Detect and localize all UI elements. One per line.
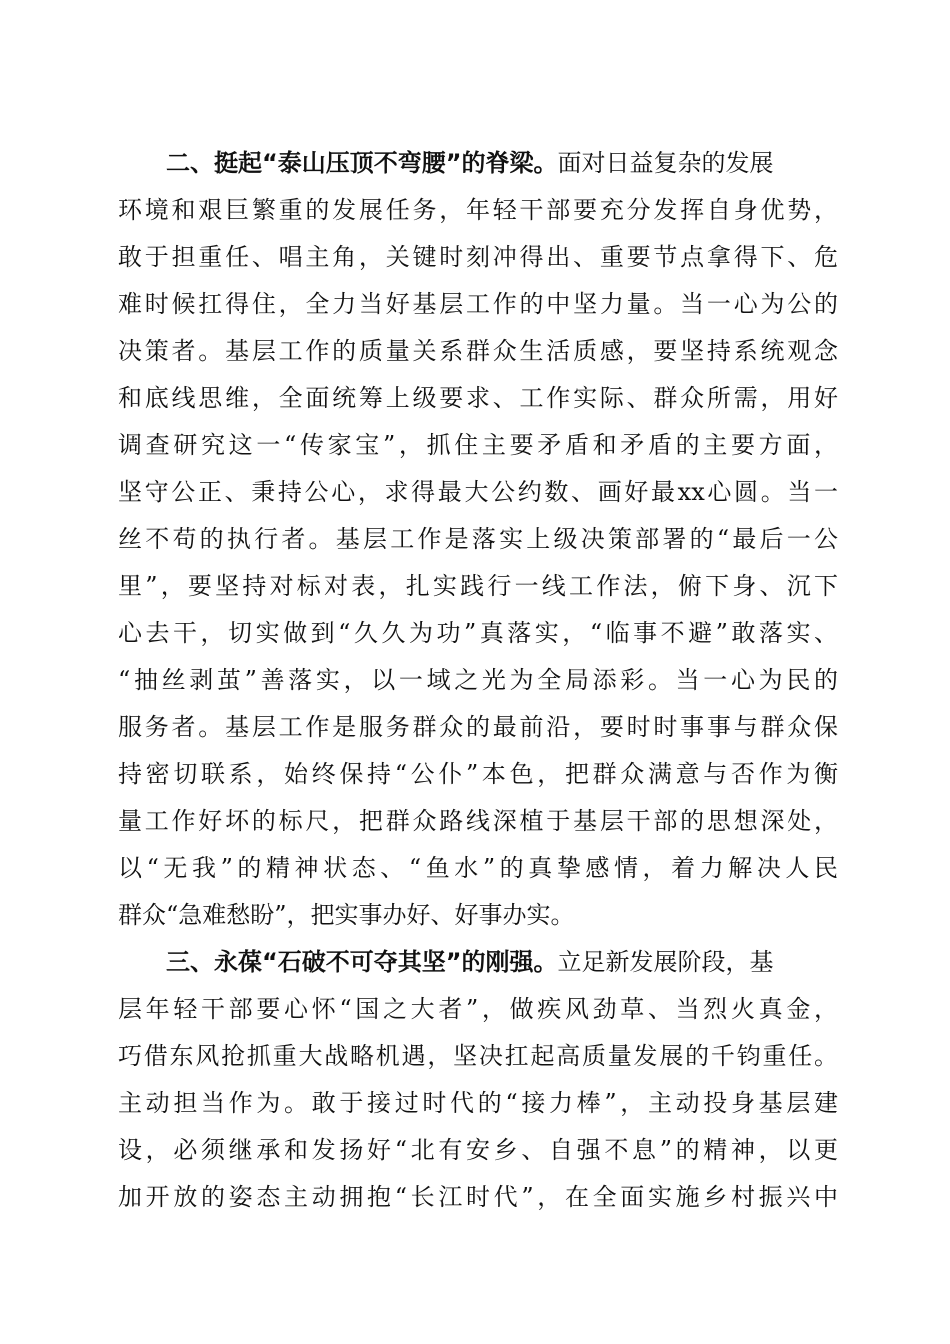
paragraph-line: 主动担当作为。敢于接过时代的“接力棒”，主动投身基层建 <box>118 1089 838 1117</box>
paragraph-text: 立足新发展阶段，基 <box>557 948 774 976</box>
paragraph-line: 服务者。基层工作是服务群众的最前沿，要时时事事与群众保 <box>118 713 838 741</box>
section-3-first-line <box>118 939 838 986</box>
paragraph-line-last: 群众“急难愁盼”，把实事办好、好事办实。 <box>118 901 575 929</box>
paragraph-line: 加开放的姿态主动拥抱“长江时代”，在全面实施乡村振兴中 <box>118 1183 838 1211</box>
paragraph-line: 量工作好坏的标尺，把群众路线深植于基层干部的思想深处， <box>118 807 838 835</box>
paragraph-line: 坚守公正、秉持公心，求得最大公约数、画好最xx心圆。当一 <box>118 478 838 506</box>
document-body <box>118 140 838 1221</box>
paragraph-line: 丝不苟的执行者。基层工作是落实上级决策部署的“最后一公 <box>118 525 838 553</box>
paragraph-line: 调查研究这一“传家宝”，抓住主要矛盾和矛盾的主要方面， <box>118 431 838 459</box>
paragraph-text: 面对日益复杂的发展 <box>557 149 774 177</box>
paragraph-line: 心去干，切实做到“久久为功”真落实，“临事不避”敢落实、 <box>118 619 838 647</box>
paragraph-line: 里”，要坚持对标对表，扎实践行一线工作法，俯下身、沉下 <box>118 572 838 600</box>
paragraph-line: 决策者。基层工作的质量关系群众生活质感，要坚持系统观念 <box>118 337 838 365</box>
paragraph-line: “抽丝剥茧”善落实，以一域之光为全局添彩。当一心为民的 <box>118 666 838 694</box>
paragraph-line: 和底线思维，全面统筹上级要求、工作实际、群众所需，用好 <box>118 384 838 412</box>
section-2-heading: 二、挺起“泰山压顶不弯腰”的脊梁。 <box>166 149 558 177</box>
paragraph-line: 层年轻干部要心怀“国之大者”，做疾风劲草、当烈火真金， <box>118 995 838 1023</box>
section-2-first-line <box>118 140 838 187</box>
paragraph-line: 敢于担重任、唱主角，关键时刻冲得出、重要节点拿得下、危 <box>118 243 838 271</box>
paragraph-line: 设，必须继承和发扬好“北有安乡、自强不息”的精神，以更 <box>118 1136 838 1164</box>
paragraph-line: 难时候扛得住，全力当好基层工作的中坚力量。当一心为公的 <box>118 290 838 318</box>
paragraph-line: 环境和艰巨繁重的发展任务，年轻干部要充分发挥自身优势， <box>118 196 838 224</box>
paragraph-line: 以“无我”的精神状态、“鱼水”的真挚感情，着力解决人民 <box>118 854 838 882</box>
section-3-heading: 三、永葆“石破不可夺其坚”的刚强。 <box>166 948 558 976</box>
paragraph-line: 巧借东风抢抓重大战略机遇，坚决扛起高质量发展的千钧重任。 <box>118 1042 838 1070</box>
paragraph-line: 持密切联系，始终保持“公仆”本色，把群众满意与否作为衡 <box>118 760 838 788</box>
